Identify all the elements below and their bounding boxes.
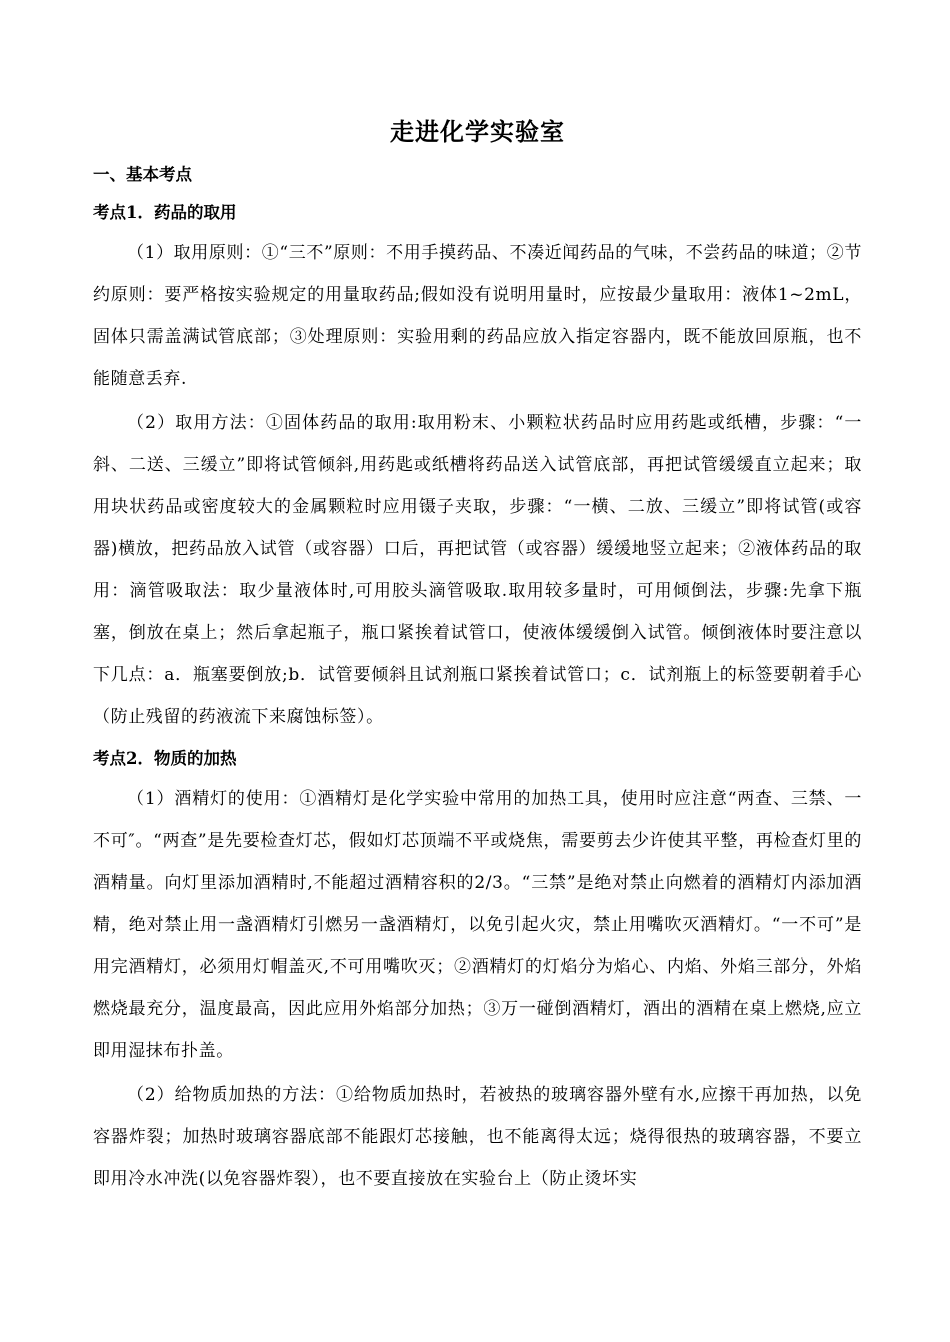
kaodian-1-paragraph-2: （2）取用方法：①固体药品的取用:取用粉末、小颗粒状药品时应用药匙或纸槽，步骤：“一斜、二送、三缓立”即将试管倾斜,用药匙或纸槽将药品送入试管底部，再把试管缓缓直立起来；取用块状药品或密度较大的金属颗粒时应用镊子夹取，步骤：“一横、二放、三缓立”即将试管(或容器)横放，把药品放入试管（或容器）口后，再把试管（或容器）缓缓地竖立起来；②液体药品的取用：滴管吸取法：取少量液体时,可用胶头滴管吸取.取用较多量时，可用倾倒法，步骤:先拿下瓶塞，倒放在桌上；然后拿起瓶子，瓶口紧挨着试管口，使液体缓缓倒入试管。倾倒液体时要注意以下几点：a．瓶塞要倒放;b．试管要倾斜且试剂瓶口紧挨着试管口；c．试剂瓶上的标签要朝着手心（防止残留的药液流下来腐蚀标签）。 (93, 413, 862, 727)
document-title: 走进化学实验室 (390, 117, 565, 146)
kaodian-2-paragraph-2: （2）给物质加热的方法：①给物质加热时，若被热的玻璃容器外壁有水,应擦干再加热，以免容器炸裂；加热时玻璃容器底部不能跟灯芯接触，也不能离得太远；烧得很热的玻璃容器，不要立即用冷水冲洗(以免容器炸裂），也不要直接放在实验台上（防止烫坏实 (93, 1085, 862, 1189)
kaodian-2-paragraph-1: （1）酒精灯的使用：①酒精灯是化学实验中常用的加热工具，使用时应注意“两查、三禁、一不可″。“两查”是先要检查灯芯，假如灯芯顶端不平或烧焦，需要剪去少许使其平整，再检查灯里的酒精量。向灯里添加酒精时,不能超过酒精容积的2/3。“三禁”是绝对禁止向燃着的酒精灯内添加酒精，绝对禁止用一盏酒精灯引燃另一盏酒精灯，以免引起火灾，禁止用嘴吹灭酒精灯。“一不可”是用完酒精灯，必须用灯帽盖灭,不可用嘴吹灭；②酒精灯的灯焰分为焰心、内焰、外焰三部分，外焰燃烧最充分，温度最高，因此应用外焰部分加热；③万一碰倒酒精灯，酒出的酒精在桌上燃烧,应立即用湿抹布扑盖。 (93, 789, 862, 1061)
section-heading-basic: 一、基本考点 (93, 165, 192, 184)
kaodian-1-heading: 考点1．药品的取用 (93, 203, 237, 222)
kaodian-2-heading: 考点2．物质的加热 (93, 749, 237, 768)
kaodian-1-paragraph-1: （1）取用原则：①“三不”原则：不用手摸药品、不凑近闻药品的气味，不尝药品的味道；②节约原则：要严格按实验规定的用量取药品;假如没有说明用量时，应按最少量取用：液体1~2mL，固体只需盖满试管底部；③处理原则：实验用剩的药品应放入指定容器内，既不能放回原瓶，也不能随意丢弃. (93, 243, 862, 389)
